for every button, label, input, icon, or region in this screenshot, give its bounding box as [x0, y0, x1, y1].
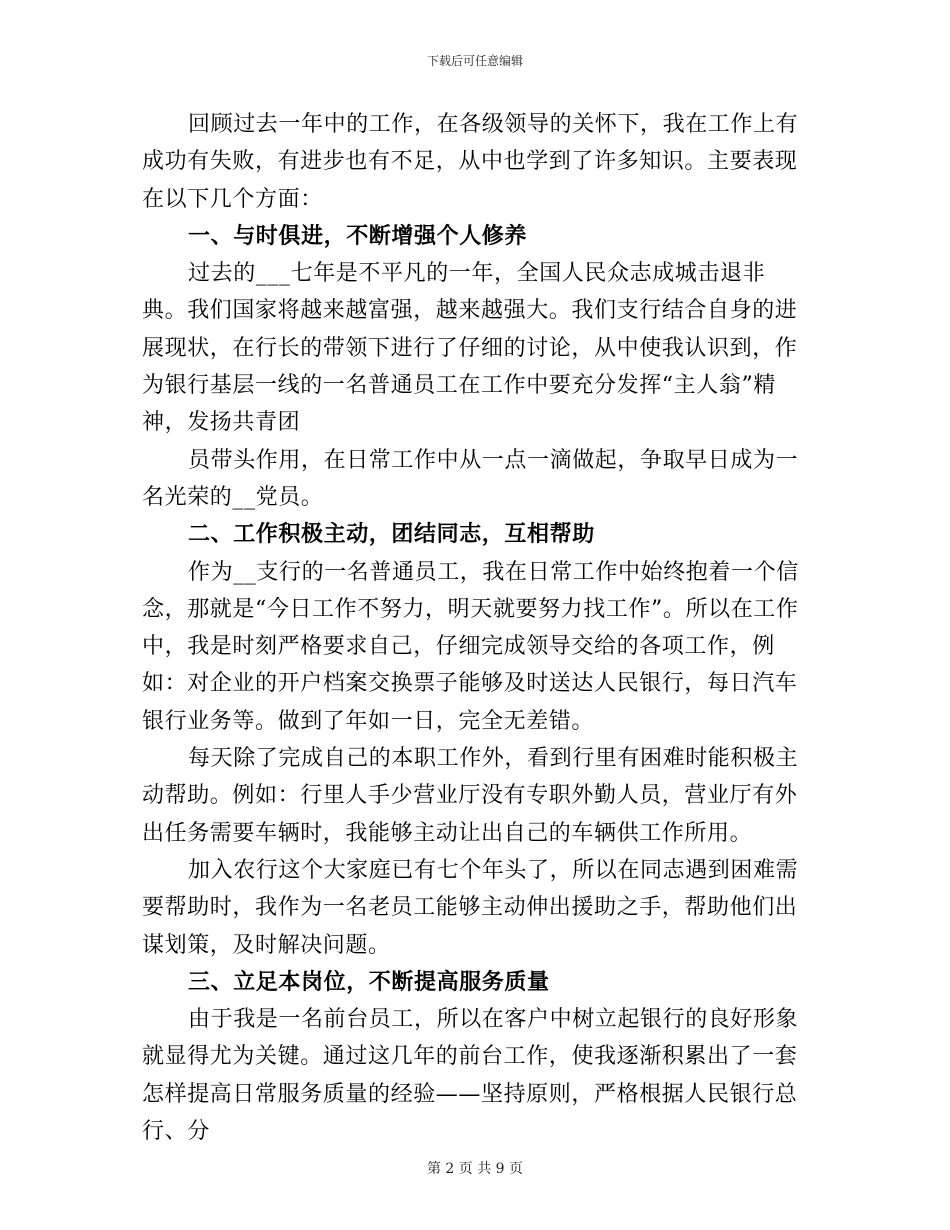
page-header: 下载后可任意编辑: [426, 54, 523, 68]
paragraph: 员带头作用，在日常工作中从一点一滴做起，争取早日成为一名光荣的__党员。: [142, 447, 799, 510]
page-number: 第 2 页 共 9 页: [426, 1161, 524, 1177]
section-heading-2: 二、工作积极主动，团结同志，互相帮助: [188, 521, 595, 548]
paragraph: 加入农行这个大家庭已有七个年头了，所以在同志遇到困难需要帮助时，我作为一名老员工能够主动伸出援助之手，帮助他们出谋划策，及时解决问题。: [142, 857, 799, 958]
paragraph: 作为__支行的一名普通员工，我在日常工作中始终抱着一个信念，那就是“今日工作不努力，明天就要努力找工作”。所以在工作中，我是时刻严格要求自己，仔细完成领导交给的各项工作，例如：对企业的开户档案交换票子能够及时送达人民银行，每日汽车银行业务等。做到了年如一日，完全无差错。: [142, 559, 799, 734]
document-body: [142, 106, 810, 1150]
section-heading-3: 三、立足本岗位，不断提高服务质量: [188, 968, 550, 995]
section-heading-1: 一、与时俱进，不断增强个人修养: [188, 222, 528, 249]
paragraph: 由于我是一名前台员工，所以在客户中树立起银行的良好形象就显得尤为关键。通过这几年的前台工作，使我逐渐积累出了一套怎样提高日常服务质量的经验——坚持原则，严格根据人民银行总行、分: [142, 1007, 799, 1145]
paragraph: 每天除了完成自己的本职工作外，看到行里有困难时能积极主动帮助。例如：行里人手少营业厅没有专职外勤人员，营业厅有外出任务需要车辆时，我能够主动让出自己的车辆供工作所用。: [142, 746, 799, 846]
paragraph-intro: 回顾过去一年中的工作，在各级领导的关怀下，我在工作上有成功有失败，有进步也有不足，从中也学到了许多知识。主要表现在以下几个方面：: [142, 112, 799, 212]
paragraph: 过去的___七年是不平凡的一年，全国人民众志成城击退非典。我们国家将越来越富强，越来越强大。我们支行结合自身的进展现状，在行长的带领下进行了仔细的讨论，从中使我认识到，作为银行基层一线的一名普通员工在工作中要充分发挥“主人翁”精神，发扬共青团: [142, 261, 798, 436]
